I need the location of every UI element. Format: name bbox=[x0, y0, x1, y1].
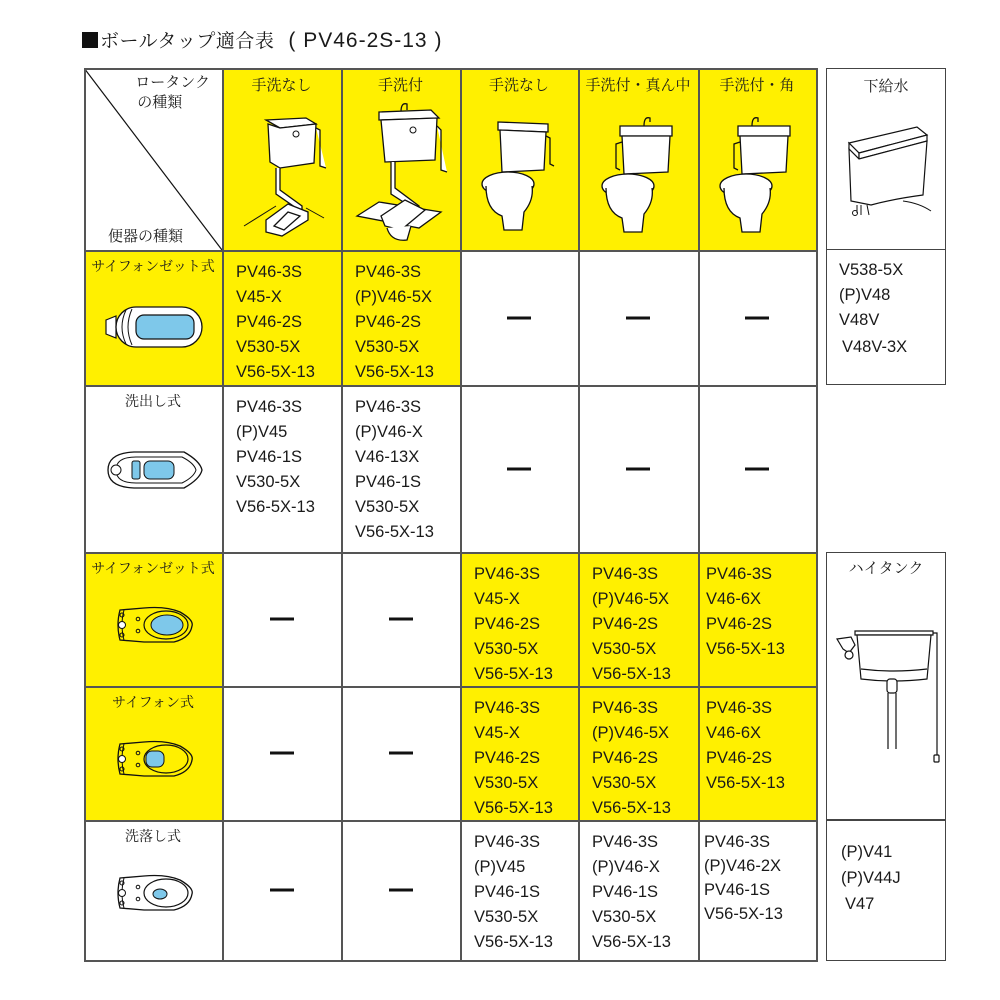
column-label: 手洗なし bbox=[251, 76, 312, 94]
table-border-bottom bbox=[84, 960, 818, 962]
western-toilet-handwash-corner-icon bbox=[716, 108, 800, 238]
table-cell bbox=[460, 820, 578, 960]
table-cell bbox=[222, 250, 341, 385]
model-list: PV46-3S (P)V46-2X PV46-1S V56-5X-13 bbox=[704, 833, 783, 923]
table-divider bbox=[698, 68, 700, 961]
column-header-western-handwash-corner bbox=[698, 68, 816, 250]
model-list: PV46-3S (P)V46-X V46-13X PV46-1S V530-5X V56-5X-13 bbox=[355, 398, 434, 541]
table-divider bbox=[84, 250, 818, 252]
table-cell bbox=[460, 552, 578, 686]
dash-not-applicable bbox=[745, 316, 769, 319]
corner-header-cell bbox=[84, 68, 222, 250]
title-text: ボールタップ適合表 bbox=[100, 30, 275, 52]
column-header-squat-with-handwash bbox=[341, 68, 460, 250]
table-cell bbox=[341, 250, 460, 385]
dash-not-applicable bbox=[745, 467, 769, 470]
high-tank-icon bbox=[833, 623, 941, 773]
row-header-squat-siphon-jet bbox=[84, 250, 222, 385]
side-label: ハイタンク bbox=[848, 559, 924, 577]
column-label: 手洗なし bbox=[488, 76, 549, 94]
western-toilet-handwash-center-icon bbox=[598, 108, 682, 238]
table-divider bbox=[460, 68, 462, 961]
table-divider bbox=[84, 686, 818, 688]
table-cell bbox=[578, 820, 698, 960]
model-list: PV46-3S V45-X PV46-2S V530-5X V56-5X-13 bbox=[474, 565, 553, 683]
row-label: サイフォンゼット式 bbox=[91, 259, 215, 275]
dash-not-applicable bbox=[389, 752, 413, 755]
model-list: PV46-3S V45-X PV46-2S V530-5X V56-5X-13 bbox=[474, 699, 553, 817]
row-label: 洗出し式 bbox=[125, 394, 181, 410]
bowl-type-label: 便器の種類 bbox=[108, 227, 184, 245]
table-cell-not-applicable bbox=[578, 250, 698, 385]
table-cell bbox=[578, 686, 698, 820]
column-label: 手洗付・真ん中 bbox=[585, 76, 691, 94]
table-divider bbox=[341, 68, 343, 961]
western-siphon-bowl-icon bbox=[114, 738, 194, 780]
side-models-high-tank bbox=[826, 820, 946, 961]
black-square-icon bbox=[82, 32, 98, 48]
table-cell-not-applicable bbox=[222, 552, 341, 686]
table-divider bbox=[222, 68, 224, 961]
model-list: PV46-3S (P)V46-X PV46-1S V530-5X V56-5X-13 bbox=[592, 833, 671, 951]
squat-washout-bowl-icon bbox=[104, 449, 204, 491]
model-list: PV46-3S (P)V45 PV46-1S V530-5X V56-5X-13 bbox=[236, 398, 315, 516]
model-list: V538-5X (P)V48 V48V V48V-3X bbox=[839, 261, 908, 356]
model-list: PV46-3S V46-6X PV46-2S V56-5X-13 bbox=[706, 699, 785, 792]
model-list: PV46-3S (P)V45 PV46-1S V530-5X V56-5X-13 bbox=[474, 833, 553, 951]
dash-not-applicable bbox=[626, 467, 650, 470]
bottom-feed-tank-icon bbox=[843, 123, 933, 223]
table-cell bbox=[341, 385, 460, 552]
table-cell bbox=[698, 686, 816, 820]
side-header-high-tank bbox=[826, 552, 946, 820]
model-list: PV46-3S V45-X PV46-2S V530-5X V56-5X-13 bbox=[236, 263, 315, 381]
table-divider bbox=[84, 385, 818, 387]
table-cell bbox=[698, 552, 816, 686]
western-toilet-no-handwash-icon bbox=[478, 116, 562, 236]
table-cell-not-applicable bbox=[460, 250, 578, 385]
table-cell-not-applicable bbox=[698, 250, 816, 385]
model-list: PV46-3S V46-6X PV46-2S V56-5X-13 bbox=[706, 565, 785, 658]
tank-type-label: ロータンク の種類 bbox=[135, 73, 210, 111]
title-model-code: ( PV46-2S-13 ) bbox=[288, 29, 443, 52]
western-siphon-jet-bowl-icon bbox=[114, 604, 194, 646]
table-border-left bbox=[84, 68, 86, 961]
table-cell-not-applicable bbox=[698, 385, 816, 552]
dash-not-applicable bbox=[389, 889, 413, 892]
column-label: 手洗付・角 bbox=[719, 76, 795, 94]
table-cell-not-applicable bbox=[222, 686, 341, 820]
table-cell-not-applicable bbox=[341, 820, 460, 960]
table-divider bbox=[578, 68, 580, 961]
model-list: PV46-3S (P)V46-5X PV46-2S V530-5X V56-5X-13 bbox=[592, 565, 671, 683]
side-header-bottom-feed bbox=[826, 68, 946, 250]
dash-not-applicable bbox=[270, 889, 294, 892]
page-title bbox=[82, 26, 442, 53]
table-border-top bbox=[84, 68, 818, 70]
table-border-right bbox=[816, 68, 818, 961]
table-cell-not-applicable bbox=[460, 385, 578, 552]
table-cell-not-applicable bbox=[341, 552, 460, 686]
table-cell bbox=[578, 552, 698, 686]
dash-not-applicable bbox=[626, 316, 650, 319]
model-list: (P)V41 (P)V44J V47 bbox=[841, 843, 901, 913]
table-cell-not-applicable bbox=[222, 820, 341, 960]
dash-not-applicable bbox=[507, 316, 531, 319]
column-header-squat-no-handwash bbox=[222, 68, 341, 250]
row-header-western-siphon bbox=[84, 686, 222, 820]
dash-not-applicable bbox=[389, 618, 413, 621]
row-header-squat-washout bbox=[84, 385, 222, 552]
model-list: PV46-3S (P)V46-5X PV46-2S V530-5X V56-5X-13 bbox=[592, 699, 671, 817]
dash-not-applicable bbox=[270, 618, 294, 621]
squat-siphon-jet-bowl-icon bbox=[104, 304, 204, 350]
western-washdown-bowl-icon bbox=[114, 872, 194, 914]
column-header-western-no-handwash bbox=[460, 68, 578, 250]
side-label: 下給水 bbox=[863, 77, 909, 95]
model-list: PV46-3S (P)V46-5X PV46-2S V530-5X V56-5X-13 bbox=[355, 263, 434, 381]
row-label: 洗落し式 bbox=[125, 829, 181, 845]
row-header-western-washdown bbox=[84, 820, 222, 960]
table-cell bbox=[698, 820, 816, 960]
table-cell bbox=[460, 686, 578, 820]
squat-toilet-tank-with-handwash-icon bbox=[351, 96, 451, 246]
table-cell bbox=[222, 385, 341, 552]
table-cell-not-applicable bbox=[341, 686, 460, 820]
row-label: サイフォン式 bbox=[112, 695, 194, 711]
row-header-western-siphon-jet bbox=[84, 552, 222, 686]
column-header-western-handwash-center bbox=[578, 68, 698, 250]
squat-toilet-tank-no-handwash-icon bbox=[236, 108, 328, 243]
table-divider bbox=[84, 820, 818, 822]
side-models-bottom-feed bbox=[826, 250, 946, 385]
dash-not-applicable bbox=[507, 467, 531, 470]
table-cell-not-applicable bbox=[578, 385, 698, 552]
column-label: 手洗付 bbox=[377, 76, 423, 94]
dash-not-applicable bbox=[270, 752, 294, 755]
table-divider bbox=[84, 552, 818, 554]
row-label: サイフォンゼット式 bbox=[91, 561, 215, 577]
